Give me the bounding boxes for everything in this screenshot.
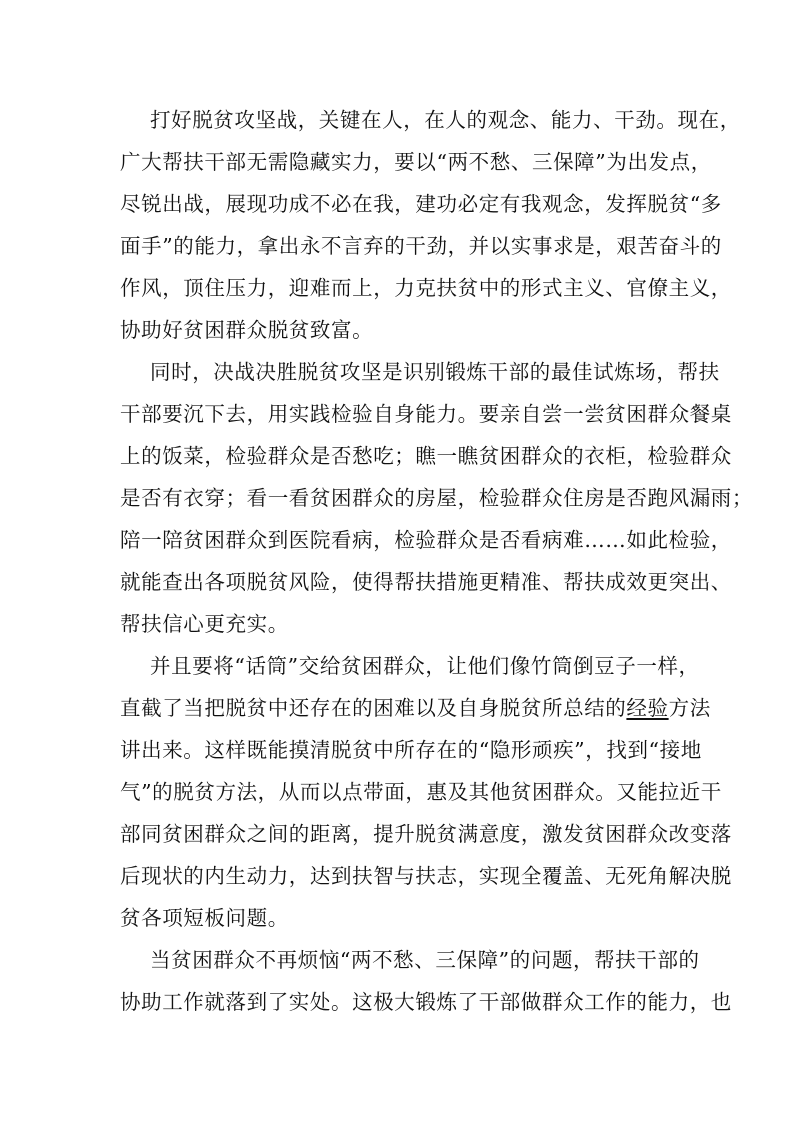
paragraph-1-line-6: 协助好贫困群众脱贫致富。 [120,318,374,342]
paragraph-1-line-5: 作风，顶住压力，迎难而上，力克扶贫中的形式主义、官僚主义， [120,276,732,300]
paragraph-2-line-5: 陪一陪贫困群众到医院看病，检验群众是否看病难……如此检验， [120,528,732,552]
paragraph-3-line-2-text: 直截了当把脱贫中还存在的困难以及自身脱贫所总结的 [120,696,627,720]
paragraph-2-line-7: 帮扶信心更充实。 [120,612,289,636]
paragraph-3-line-4: 气”的脱贫方法，从而以点带面，惠及其他贫困群众。又能拉近干 [120,780,722,804]
paragraph-1-line-3: 尽锐出战，展现功成不必在我，建功必定有我观念，发挥脱贫“多 [120,192,722,216]
underlined-word: 经验 [626,696,669,720]
paragraph-3-line-1: 并且要将“话筒”交给贫困群众，让他们像竹筒倒豆子一样， [150,654,700,678]
paragraph-3-line-3: 讲出来。这样既能摸清脱贫中所存在的“隐形顽疾”，找到“接地 [120,738,702,762]
paragraph-4-line-1: 当贫困群众不再烦恼“两不愁、三保障”的问题，帮扶干部的 [150,948,700,972]
paragraph-1-line-2: 广大帮扶干部无需隐藏实力，要以“两不愁、三保障”为出发点， [120,150,712,174]
paragraph-3-line-6: 后现状的内生动力，达到扶智与扶志，实现全覆盖、无死角解决脱 [120,864,732,888]
after-underlined-word: 方法 [668,696,711,720]
paragraph-3-line-5: 部同贫困群众之间的距离，提升脱贫满意度，激发贫困群众改变落 [120,822,732,846]
paragraph-2-line-3: 上的饭菜，检验群众是否愁吃；瞧一瞧贫困群众的衣柜，检验群众 [120,444,732,468]
paragraph-2-line-1: 同时，决战决胜脱贫攻坚是识别锻炼干部的最佳试炼场，帮扶 [150,360,720,384]
paragraph-4-line-2: 协助工作就落到了实处。这极大锻炼了干部做群众工作的能力，也 [120,990,732,1014]
paragraph-3-line-2 [120,696,711,720]
paragraph-1-line-4: 面手”的能力，拿出永不言弃的干劲，并以实事求是，艰苦奋斗的 [120,234,722,258]
paragraph-3-line-7: 贫各项短板问题。 [120,906,289,930]
paragraph-2-line-6: 就能查出各项脱贫风险，使得帮扶措施更精准、帮扶成效更突出、 [120,570,732,594]
paragraph-2-line-2: 干部要沉下去，用实践检验自身能力。要亲自尝一尝贫困群众餐桌 [120,402,732,426]
paragraph-1-line-1: 打好脱贫攻坚战，关键在人，在人的观念、能力、干劲。现在， [150,108,741,132]
paragraph-2-line-4: 是否有衣穿；看一看贫困群众的房屋，检验群众住房是否跑风漏雨； [120,486,753,510]
